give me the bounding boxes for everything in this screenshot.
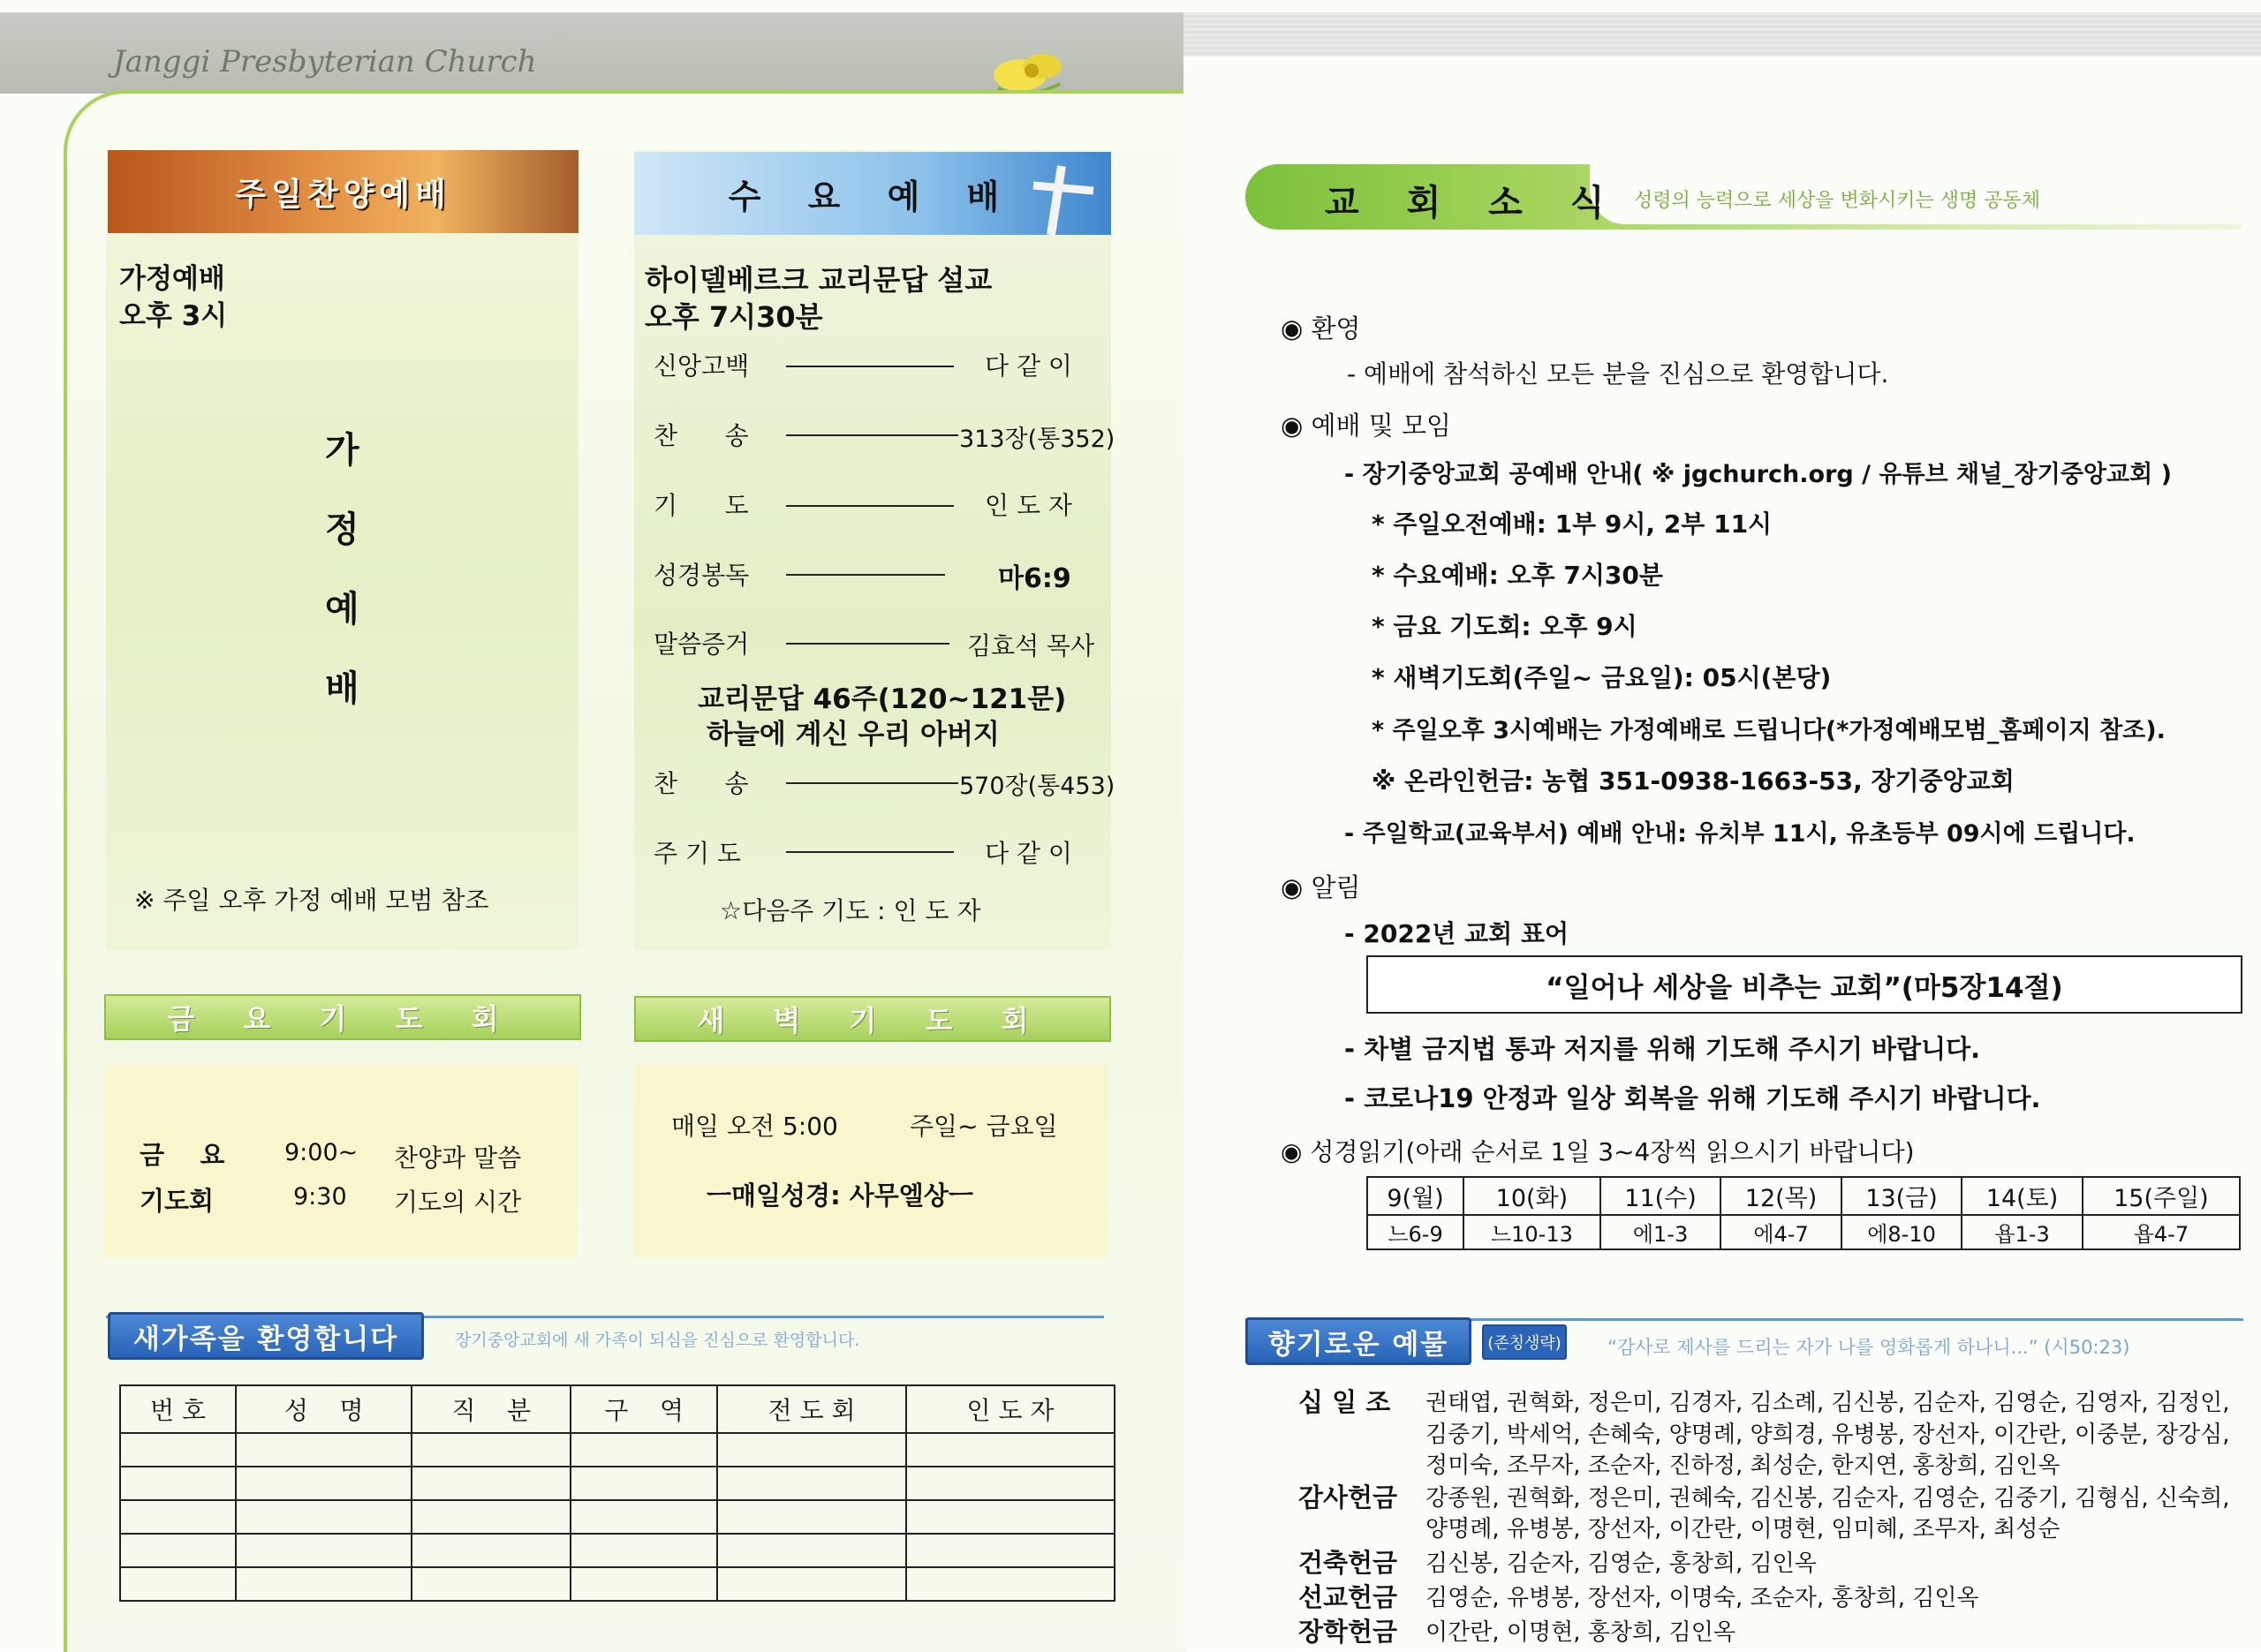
- order-item-4-line: [786, 574, 945, 576]
- new-family-table: [119, 1384, 1115, 1602]
- worship-line-1: - 장기중앙교회 공예배 안내( ※ jgchurch.org / 유튜브 채널_장기중앙교회 ): [1344, 461, 2172, 488]
- reading-passage-2: 느10-13: [1463, 1215, 1600, 1249]
- worship-line-8: - 주일학교(교육부서) 예배 안내: 유치부 11시, 유초등부 09시에 드립니다.: [1344, 820, 2136, 848]
- order2-item-2-value: 다 같 이: [985, 839, 1072, 868]
- reading-day-3: 11(수): [1600, 1177, 1721, 1215]
- new-family-col-3: 직 분: [412, 1385, 571, 1433]
- friday-time-1: 9:00~: [284, 1139, 359, 1166]
- worship-line-2: * 주일오전예배: 1부 9시, 2부 11시: [1372, 509, 1773, 539]
- new-family-empty-row: [120, 1433, 1115, 1467]
- offering-names-scholarship: 이간란, 이명현, 홍창희, 김인옥: [1425, 1619, 1735, 1646]
- sunday-vertical-char-1: 가: [325, 430, 359, 471]
- new-family-col-4: 구 역: [571, 1385, 717, 1433]
- motto-label: - 2022년 교회 표어: [1344, 919, 1569, 948]
- offering-label-building: 건축헌금: [1298, 1548, 1398, 1578]
- reading-day-4: 12(목): [1720, 1177, 1841, 1215]
- worship-line-3: * 수요예배: 오후 7시30분: [1372, 561, 1663, 590]
- sunday-worship-header: [108, 150, 578, 233]
- reading-heading: ◉ 성경읽기(아래 순서로 1일 3~4장씩 읽으시기 바랍니다): [1281, 1137, 1915, 1166]
- motto-box: [1366, 955, 2242, 1014]
- reading-passage-6: 욥1-3: [1962, 1215, 2083, 1249]
- notice-line-2: - 코로나19 안정과 일상 회복을 위해 기도해 주시기 바랍니다.: [1344, 1083, 2041, 1113]
- church-name: Janggi Presbyterian Church: [113, 44, 537, 79]
- new-family-title: 새가족을 환영합니다: [132, 1323, 399, 1355]
- new-family-col-6: 인 도 자: [906, 1385, 1115, 1433]
- friday-label-2: 기도회: [140, 1186, 215, 1216]
- reading-passage-3: 에1-3: [1600, 1215, 1721, 1249]
- offering-names-thanks-2: 양명례, 유병봉, 장선자, 이간란, 이명현, 임미혜, 조무자, 최성순: [1425, 1516, 2061, 1543]
- sunday-note: ※ 주일 오후 가정 예배 모범 참조: [134, 886, 489, 915]
- offering-label-mission: 선교헌금: [1298, 1582, 1398, 1612]
- offering-names-tithe-1: 권태엽, 권혁화, 정은미, 김경자, 김소례, 김신봉, 김순자, 김영순, 김영자, 김정인,: [1425, 1390, 2230, 1416]
- order-item-1-line: [786, 366, 954, 367]
- reading-passage-7: 욥4-7: [2083, 1215, 2240, 1249]
- new-family-header: [108, 1312, 424, 1360]
- order-item-1-value: 다 같 이: [985, 351, 1072, 381]
- new-family-empty-row: [120, 1534, 1115, 1567]
- wednesday-sermon-title: 하이델베르크 교리문답 설교: [645, 263, 993, 297]
- reading-day-2: 10(화): [1463, 1177, 1600, 1215]
- reading-table: [1366, 1176, 2241, 1250]
- welcome-text: - 예배에 참석하신 모든 분을 진심으로 환영합니다.: [1347, 359, 1889, 388]
- friday-desc-1: 찬양과 말씀: [394, 1143, 522, 1173]
- offering-label-scholarship: 장학헌금: [1298, 1617, 1398, 1647]
- new-family-subtitle: 장기중앙교회에 새 가족이 되심을 진심으로 환영합니다.: [455, 1331, 860, 1350]
- offering-header: [1245, 1317, 1471, 1365]
- dawn-prayer-title: 새 벽 기 도 회: [697, 1004, 1048, 1037]
- offering-tag-box: [1482, 1324, 1567, 1360]
- worship-line-6: * 주일오후 3시예배는 가정예배로 드립니다(*가정예배모범_홈페이지 참조).: [1372, 717, 2166, 744]
- order-item-2-line: [786, 434, 958, 436]
- reading-day-6: 14(토): [1962, 1177, 2083, 1215]
- offering-label-thanks: 감사헌금: [1298, 1482, 1398, 1512]
- friday-prayer-header: [104, 994, 581, 1040]
- reading-passage-4: 에4-7: [1720, 1215, 1841, 1249]
- offering-names-thanks-1: 강종원, 권혁화, 정은미, 권혜숙, 김신봉, 김순자, 김영순, 김중기, 김형심, 신숙희,: [1425, 1485, 2230, 1512]
- order2-item-2-label: 주 기 도: [654, 839, 741, 868]
- right-header-band: [1183, 12, 2261, 57]
- order-item-1-label: 신앙고백: [654, 351, 750, 381]
- sunday-vertical-char-3: 예: [325, 589, 359, 630]
- worship-heading: ◉ 예배 및 모임: [1281, 411, 1452, 441]
- new-family-empty-row: [120, 1467, 1115, 1500]
- friday-label-1: 금 요: [140, 1140, 225, 1170]
- dawn-prayer-header: [634, 996, 1111, 1042]
- welcome-heading: ◉ 환영: [1281, 313, 1361, 343]
- notice-line-1: - 차별 금지법 통과 저지를 위해 기도해 주시기 바랍니다.: [1344, 1034, 1981, 1064]
- notice-heading: ◉ 알림: [1281, 872, 1361, 902]
- order-item-2-label: 찬 송: [654, 421, 749, 450]
- new-family-col-5: 전 도 회: [717, 1385, 906, 1433]
- worship-line-5: * 새벽기도회(주일~ 금요일): 05시(본당): [1372, 663, 1832, 692]
- order2-item-2-line: [786, 851, 954, 853]
- offering-names-building: 김신봉, 김순자, 김영순, 홍창희, 김인옥: [1425, 1550, 1817, 1577]
- sunday-service-time: 오후 3시: [119, 300, 228, 332]
- sunday-vertical-char-4: 배: [325, 668, 359, 709]
- dawn-prayer-panel: [634, 1065, 1108, 1257]
- dawn-days: 주일~ 금요일: [910, 1112, 1058, 1141]
- offering-names-tithe-3: 정미숙, 조무자, 조순자, 진하정, 최성순, 한지연, 홍창희, 김인옥: [1425, 1452, 2061, 1479]
- order-item-4-label: 성경봉독: [654, 561, 750, 590]
- sunday-worship-title: 주일찬양예배: [235, 176, 451, 213]
- order-item-3-line: [786, 505, 954, 507]
- sunday-service-name: 가정예배: [119, 263, 225, 295]
- worship-line-4: * 금요 기도회: 오후 9시: [1372, 612, 1637, 641]
- friday-prayer-title: 금 요 기 도 회: [167, 1002, 518, 1036]
- reading-day-7: 15(주일): [2083, 1177, 2240, 1215]
- order-item-2-value: 313장(통352): [959, 426, 1115, 453]
- friday-time-2: 9:30: [293, 1183, 347, 1211]
- order2-item-1-line: [786, 782, 958, 784]
- church-news-title: 교 회 소 식: [1325, 183, 1622, 223]
- order-item-3-value: 인 도 자: [985, 491, 1072, 520]
- reading-day-1: 9(월): [1367, 1177, 1463, 1215]
- new-family-empty-row: [120, 1500, 1115, 1534]
- order-item-3-label: 기 도: [654, 491, 749, 520]
- new-family-col-1: 번 호: [120, 1385, 236, 1433]
- sunday-vertical-char-2: 정: [325, 509, 359, 550]
- friday-desc-2: 기도의 시간: [394, 1188, 522, 1217]
- reading-day-5: 13(금): [1841, 1177, 1962, 1215]
- order-item-5-line: [786, 643, 949, 645]
- next-prayer-note: ☆다음주 기도 : 인 도 자: [720, 896, 981, 925]
- church-news-tagline: 성령의 능력으로 세상을 변화시키는 생명 공동체: [1634, 190, 2041, 212]
- offering-title: 향기로운 예물: [1267, 1328, 1449, 1361]
- dawn-time: 매일 오전 5:00: [671, 1112, 838, 1141]
- order2-item-1-value: 570장(통453): [959, 773, 1115, 800]
- wednesday-worship-title: 수 요 예 배: [728, 177, 1017, 216]
- offering-label-tithe: 십 일 조: [1298, 1387, 1391, 1417]
- order-item-5-label: 말씀증거: [654, 630, 750, 659]
- cross-icon: [1016, 159, 1104, 235]
- offering-names-tithe-2: 김중기, 박세억, 손혜숙, 양명례, 양희경, 유병봉, 장선자, 이간란, 이중분, 장강심,: [1425, 1422, 2230, 1448]
- dawn-bible: ㅡ매일성경: 사무엘상ㅡ: [707, 1181, 973, 1211]
- order-item-5-value: 김효석 목사: [967, 631, 1095, 660]
- catechism-line-1: 교리문답 46주(120~121문): [698, 683, 1067, 715]
- offering-verse: “감사로 제사를 드리는 자가 나를 영화롭게 하나니...” (시50:23): [1607, 1337, 2130, 1358]
- reading-passage-5: 에8-10: [1841, 1215, 1962, 1249]
- order-item-4-value: 마6:9: [998, 563, 1071, 594]
- catechism-line-2: 하늘에 계신 우리 아버지: [707, 719, 1000, 751]
- wednesday-time: 오후 7시30분: [645, 300, 823, 334]
- worship-line-7: ※ 온라인헌금: 농협 351-0938-1663-53, 장기중앙교회: [1372, 766, 2015, 796]
- order2-item-1-label: 찬 송: [654, 769, 749, 798]
- motto-text: “일어나 세상을 비추는 교회”(마5장14절): [1546, 971, 2063, 1004]
- new-family-col-2: 성 명: [236, 1385, 412, 1433]
- reading-passage-1: 느6-9: [1367, 1215, 1463, 1249]
- new-family-empty-row: [120, 1567, 1115, 1601]
- offering-tag: (존칭생략): [1487, 1334, 1562, 1353]
- offering-names-mission: 김영순, 유병봉, 장선자, 이명숙, 조순자, 홍창희, 김인옥: [1425, 1585, 1979, 1611]
